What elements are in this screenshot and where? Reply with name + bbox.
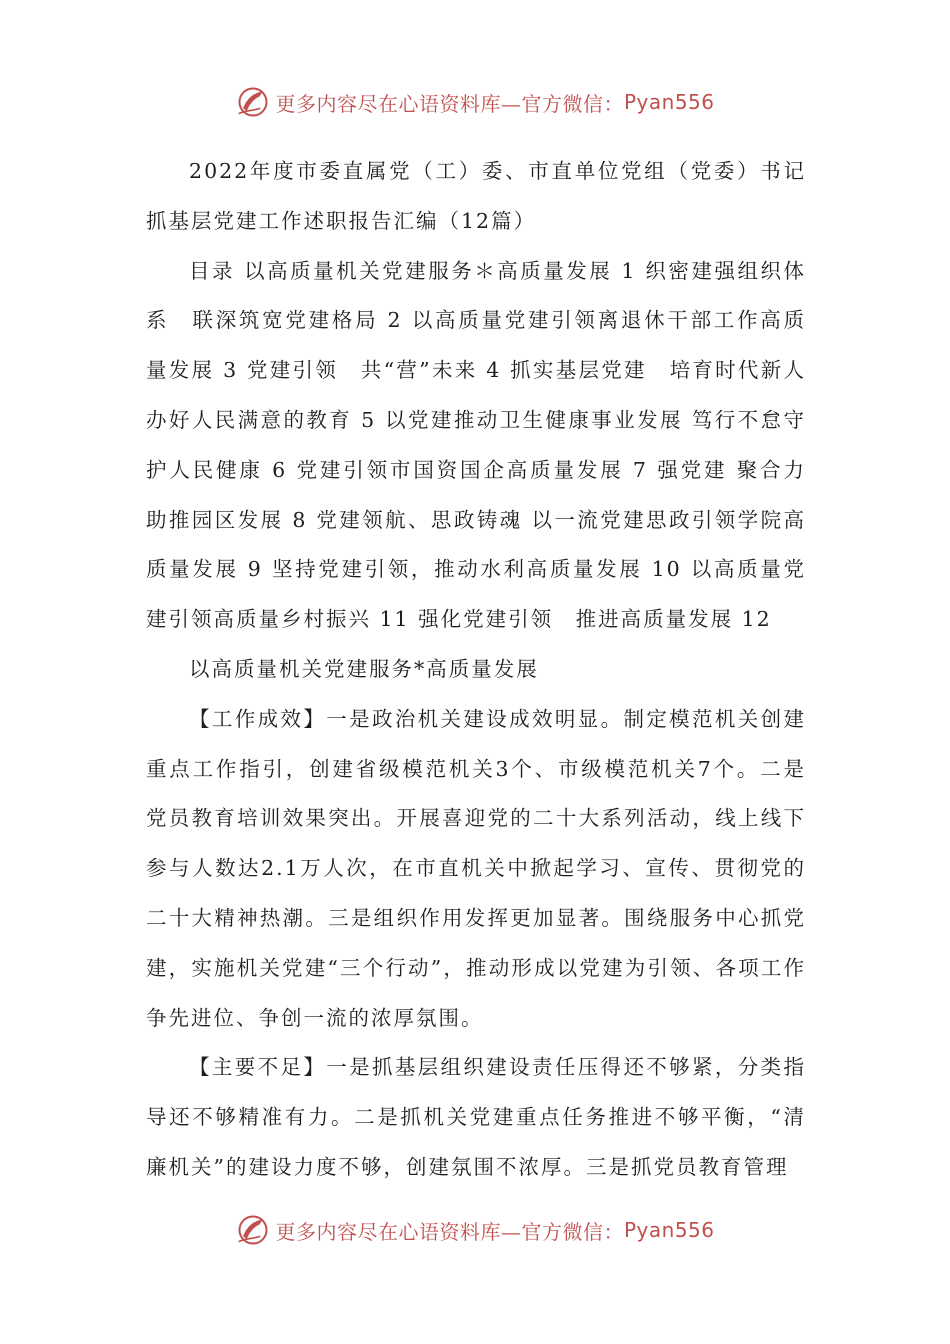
document-body: [146, 147, 829, 1193]
header-watermark-banner: [0, 82, 950, 122]
watermark-text: 更多内容尽在心语资料库—官方微信：: [275, 1219, 624, 1244]
section-title: 以高质量机关党建服务*高质量发展: [189, 656, 539, 681]
table-of-contents: 目录 以高质量机关党建服务＊高质量发展 1 织密建强组织体系 联深筑宽党建格局 2 以高质量党建引领离退休干部工作高质量发展 3 党建引领 共“营”未来 4 抓实基层党建 培育时代新人 办好人民满意的教育 5 以党建推动卫生健康事业发展 笃行不怠守护人民健康 6 党建引领市国资国企高质量发展 7 强党建 聚合力 助推园区发展 8 党建领航、思政铸魂 以一流党建思政引领学院高质量发展 9 坚持党建引领，推动水利高质量发展 10 以高质量党建引领高质量乡村振兴 11 强化党建引领 推进高质量发展 12: [146, 258, 829, 632]
paragraph-achievements: 【工作成效】一是政治机关建设成效明显。制定模范机关创建重点工作指引，创建省级模范机关3个、市级模范机关7个。二是党员教育培训效果突出。开展喜迎党的二十大系列活动，线上线下参与人数达2.1万人次，在市直机关中掀起学习、宣传、贯彻党的二十大精神热潮。三是组织作用发挥更加显著。围绕服务中心抓党建，实施机关党建“三个行动”，推动形成以党建为引领、各项工作争先进位、争创一流的浓厚氛围。: [146, 706, 806, 1030]
signature-logo-icon: [235, 1212, 271, 1248]
footer-watermark-banner: [0, 1210, 950, 1250]
watermark-wechat-id: Pyan556: [623, 1218, 715, 1242]
watermark-text: 更多内容尽在心语资料库—官方微信：: [275, 91, 624, 116]
document-title: 2022年度市委直属党（工）委、市直单位党组（党委）书记抓基层党建工作述职报告汇编（12篇）: [146, 159, 806, 233]
watermark-wechat-id: Pyan556: [623, 90, 715, 114]
paragraph-shortcomings: 【主要不足】一是抓基层组织建设责任压得还不够紧，分类指导还不够精准有力。二是抓机关党建重点任务推进不够平衡，“清廉机关”的建设力度不够，创建氛围不浓厚。三是抓党员教育管理: [146, 1055, 806, 1179]
signature-logo-icon: [235, 84, 271, 120]
